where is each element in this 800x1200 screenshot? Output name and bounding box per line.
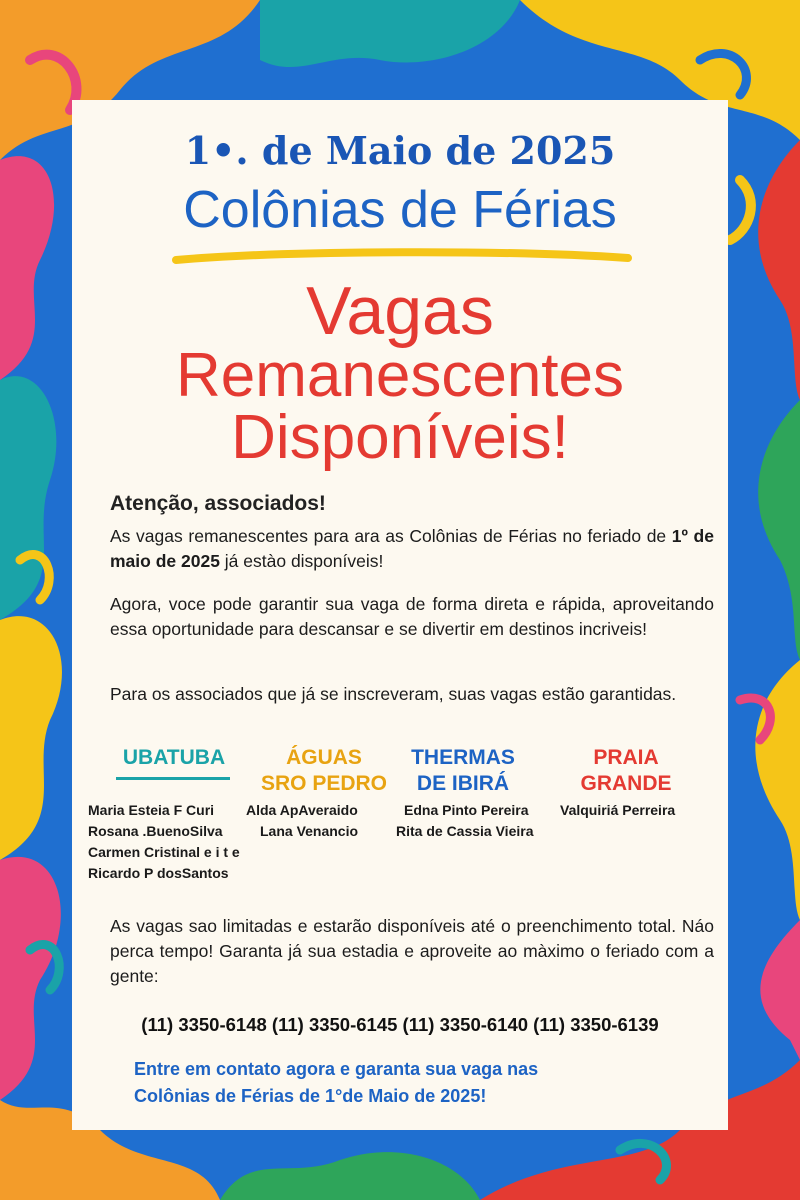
paragraph-intro [110, 524, 714, 574]
headline-line-1: Vagas [306, 273, 494, 349]
destination-name: ÁGUAS [286, 746, 362, 769]
list-item: Edna Pinto Pereira [404, 802, 529, 818]
destination-name-2: SRO PEDRO [260, 772, 388, 795]
list-item: Lana Venancio [260, 823, 359, 839]
destination-name-2: GRANDE [580, 772, 672, 795]
list-item: Rosana .BuenoSilva [88, 823, 223, 839]
phone-numbers: (11) 3350-6148 (11) 3350-6145 (11) 3350-6140 (11) 3350-6139 [141, 1014, 659, 1035]
praia-list [560, 800, 675, 821]
call-to-action [134, 1056, 674, 1110]
list-item: Alda ApAveraido [246, 802, 358, 818]
destination-aguas [252, 745, 396, 797]
headline-line-3: Disponíveis! [231, 403, 569, 472]
list-item: Rita de Cassia Vieira [396, 823, 534, 839]
ubatuba-list [88, 800, 240, 884]
list-item: Valquiriá Perreira [560, 802, 676, 818]
destination-praia [542, 745, 710, 797]
destination-name: THERMAS [411, 746, 515, 769]
aguas-list [246, 800, 358, 842]
cta-line-1: Entre em contato agora e garanta sua vaga nas [134, 1059, 539, 1079]
intro-suffix: já estào disponíveis! [219, 551, 384, 571]
list-item: Ricardo P dosSantos [88, 865, 229, 881]
intro-date: 1º de maio de 2025 [110, 526, 714, 571]
headline-line-2: Remanescentes [175, 341, 625, 410]
thermas-list [396, 800, 533, 842]
destination-underline [116, 777, 230, 780]
page-title: Colônias de Férias [183, 181, 617, 239]
event-date: 1•. de Maio de 2025 [184, 128, 616, 173]
paragraph-direct-booking: Agora, voce pode garantir sua vaga de forma direta e rápida, aproveitando essa oportunidade para descansar e se divertir em destinos incriveis! [110, 594, 714, 639]
destination-ubatuba [112, 745, 236, 771]
brush-underline [172, 248, 632, 268]
paragraph-limited: As vagas sao limitadas e estarão disponíveis até o preenchimento total. Náo perca tempo! Garanta já sua estadia e aproveite ao màximo o feriado com a gente: [110, 916, 714, 986]
destination-name-2: DE IBIRÁ [416, 772, 510, 795]
intro-text: As vagas remanescentes para ara as Colônias de Férias no feriado de [110, 526, 672, 546]
greeting: Atenção, associados! [110, 492, 326, 515]
cta-line-2: Colônias de Férias de 1°de Maio de 2025! [134, 1086, 487, 1106]
list-item: Carmen Cristinal e i t e [88, 844, 240, 860]
destination-thermas [400, 745, 526, 797]
paragraph-registered: Para os associados que já se inscreveram, suas vagas estão garantidas. [110, 684, 677, 704]
destination-name: UBATUBA [122, 746, 226, 769]
list-item: Maria Esteia F Curi [88, 802, 215, 818]
destination-name: PRAIA [593, 746, 659, 769]
